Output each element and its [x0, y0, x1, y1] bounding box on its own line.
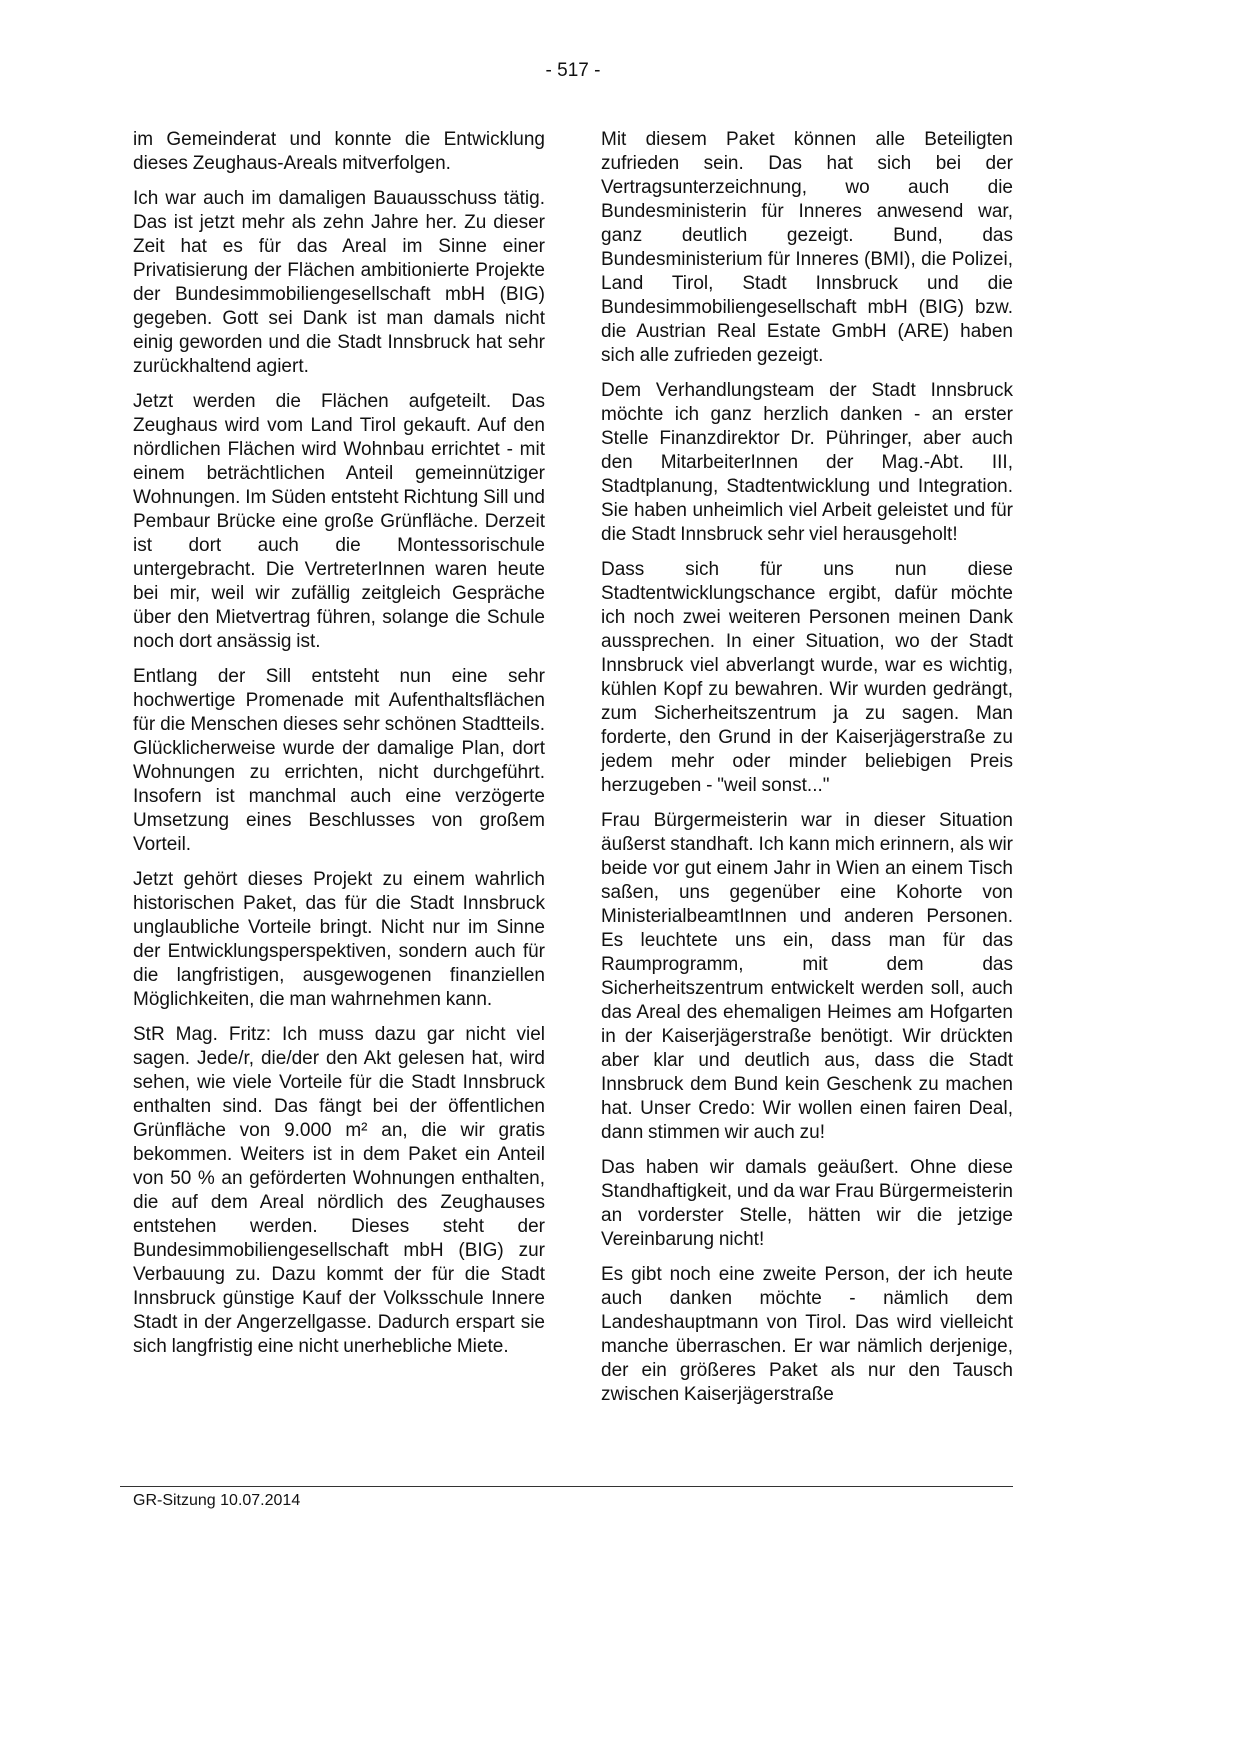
column-left	[133, 128, 545, 1418]
paragraph: Dass sich für uns nun diese Stadtentwicklungschance ergibt, dafür möchte ich noch zwei weiteren Personen meinen Dank aussprechen. In einer Situation, wo der Stadt Innsbruck viel abverlangt wurde, war es wichtig, kühlen Kopf zu bewahren. Wir wurden gedrängt, zum Sicherheitszentrum ja zu sagen. Man forderte, den Grund in der Kaiserjägerstraße zu jedem mehr oder minder beliebigen Preis herzugeben - "weil sonst..."	[601, 559, 1013, 796]
text-columns	[133, 128, 1013, 1418]
paragraph: Ich war auch im damaligen Bauausschuss tätig. Das ist jetzt mehr als zehn Jahre her. Zu dieser Zeit hat es für das Areal im Sinne einer Privatisierung der Flächen ambitionierte Projekte der Bundesimmobiliengesellschaft mbH (BIG) gegeben. Gott sei Dank ist man damals nicht einig geworden und die Stadt Innsbruck hat sehr zurückhaltend agiert.	[133, 188, 545, 377]
page-number: - 517 -	[545, 60, 601, 81]
footer-text: GR-Sitzung 10.07.2014	[133, 1492, 301, 1509]
paragraph: Mit diesem Paket können alle Beteiligten zufrieden sein. Das hat sich bei der Vertragsunterzeichnung, wo auch die Bundesministerin für Inneres anwesend war, ganz deutlich gezeigt. Bund, das Bundesministerium für Inneres (BMI), die Polizei, Land Tirol, Stadt Innsbruck und die Bundesimmobiliengesellschaft mbH (BIG) bzw. die Austrian Real Estate GmbH (ARE) haben sich alle zufrieden gezeigt.	[601, 129, 1013, 366]
paragraph: Jetzt werden die Flächen aufgeteilt. Das Zeughaus wird vom Land Tirol gekauft. Auf den nördlichen Flächen wird Wohnbau errichtet - mit einem beträchtlichen Anteil gemeinnütziger Wohnungen. Im Süden entsteht Richtung Sill und Pembaur Brücke eine große Grünfläche. Derzeit ist dort auch die Montessorischule untergebracht. Die VertreterInnen waren heute bei mir, weil wir zufällig zeitgleich Gespräche über den Mietvertrag führen, solange die Schule noch dort ansässig ist.	[133, 391, 545, 652]
paragraph: Das haben wir damals geäußert. Ohne diese Standhaftigkeit, und da war Frau Bürgermeisterin an vorderster Stelle, hätten wir die jetzige Vereinbarung nicht!	[601, 1157, 1013, 1250]
column-right	[601, 128, 1013, 1418]
paragraph: Frau Bürgermeisterin war in dieser Situation äußerst standhaft. Ich kann mich erinnern, als wir beide vor gut einem Jahr in Wien an einem Tisch saßen, uns gegenüber eine Kohorte von MinisterialbeamtInnen und anderen Personen. Es leuchtete uns ein, dass man für das Raumprogramm, mit dem das Sicherheitszentrum entwickelt werden soll, auch das Areal des ehemaligen Heimes am Hofgarten in der Kaiserjägerstraße benötigt. Wir drückten aber klar und deutlich aus, dass die Stadt Innsbruck dem Bund kein Geschenk zu machen hat. Unser Credo: Wir wollen einen fairen Deal, dann stimmen wir auch zu!	[601, 810, 1013, 1143]
paragraph: StR Mag. Fritz: Ich muss dazu gar nicht viel sagen. Jede/r, die/der den Akt gelesen hat, wird sehen, wie viele Vorteile für die Stadt Innsbruck enthalten sind. Das fängt bei der öffentlichen Grünfläche von 9.000 m² an, die wir gratis bekommen. Weiters ist in dem Paket ein Anteil von 50 % an geförderten Wohnungen enthalten, die auf dem Areal nördlich des Zeughauses entstehen werden. Dieses steht der Bundesimmobiliengesellschaft mbH (BIG) zur Verbauung zu. Dazu kommt der für die Stadt Innsbruck günstige Kauf der Volksschule Innere Stadt in der Angerzellgasse. Dadurch erspart sie sich langfristig eine nicht unerhebliche Miete.	[133, 1024, 545, 1357]
paragraph: Es gibt noch eine zweite Person, der ich heute auch danken möchte - nämlich dem Landeshauptmann von Tirol. Das wird vielleicht manche überraschen. Er war nämlich derjenige, der ein größeres Paket als nur den Tausch zwischen Kaiserjägerstraße	[601, 1264, 1013, 1405]
paragraph: Jetzt gehört dieses Projekt zu einem wahrlich historischen Paket, das für die Stadt Innsbruck unglaubliche Vorteile bringt. Nicht nur im Sinne der Entwicklungsperspektiven, sondern auch für die langfristigen, ausgewogenen finanziellen Möglichkeiten, die man wahrnehmen kann.	[133, 869, 545, 1010]
paragraph: Dem Verhandlungsteam der Stadt Innsbruck möchte ich ganz herzlich danken - an erster Stelle Finanzdirektor Dr. Pühringer, aber auch den MitarbeiterInnen der Mag.-Abt. III, Stadtplanung, Stadtentwicklung und Integration. Sie haben unheimlich viel Arbeit geleistet und für die Stadt Innsbruck sehr viel herausgeholt!	[601, 380, 1013, 545]
page-footer	[120, 1486, 1013, 1510]
paragraph: im Gemeinderat und konnte die Entwicklung dieses Zeughaus-Areals mitverfolgen.	[133, 129, 545, 174]
paragraph: Entlang der Sill entsteht nun eine sehr hochwertige Promenade mit Aufenthaltsflächen für die Menschen dieses sehr schönen Stadtteils. Glücklicherweise wurde der damalige Plan, dort Wohnungen zu errichten, nicht durchgeführt. Insofern ist manchmal auch eine verzögerte Umsetzung eines Beschlusses von großem Vorteil.	[133, 666, 545, 855]
